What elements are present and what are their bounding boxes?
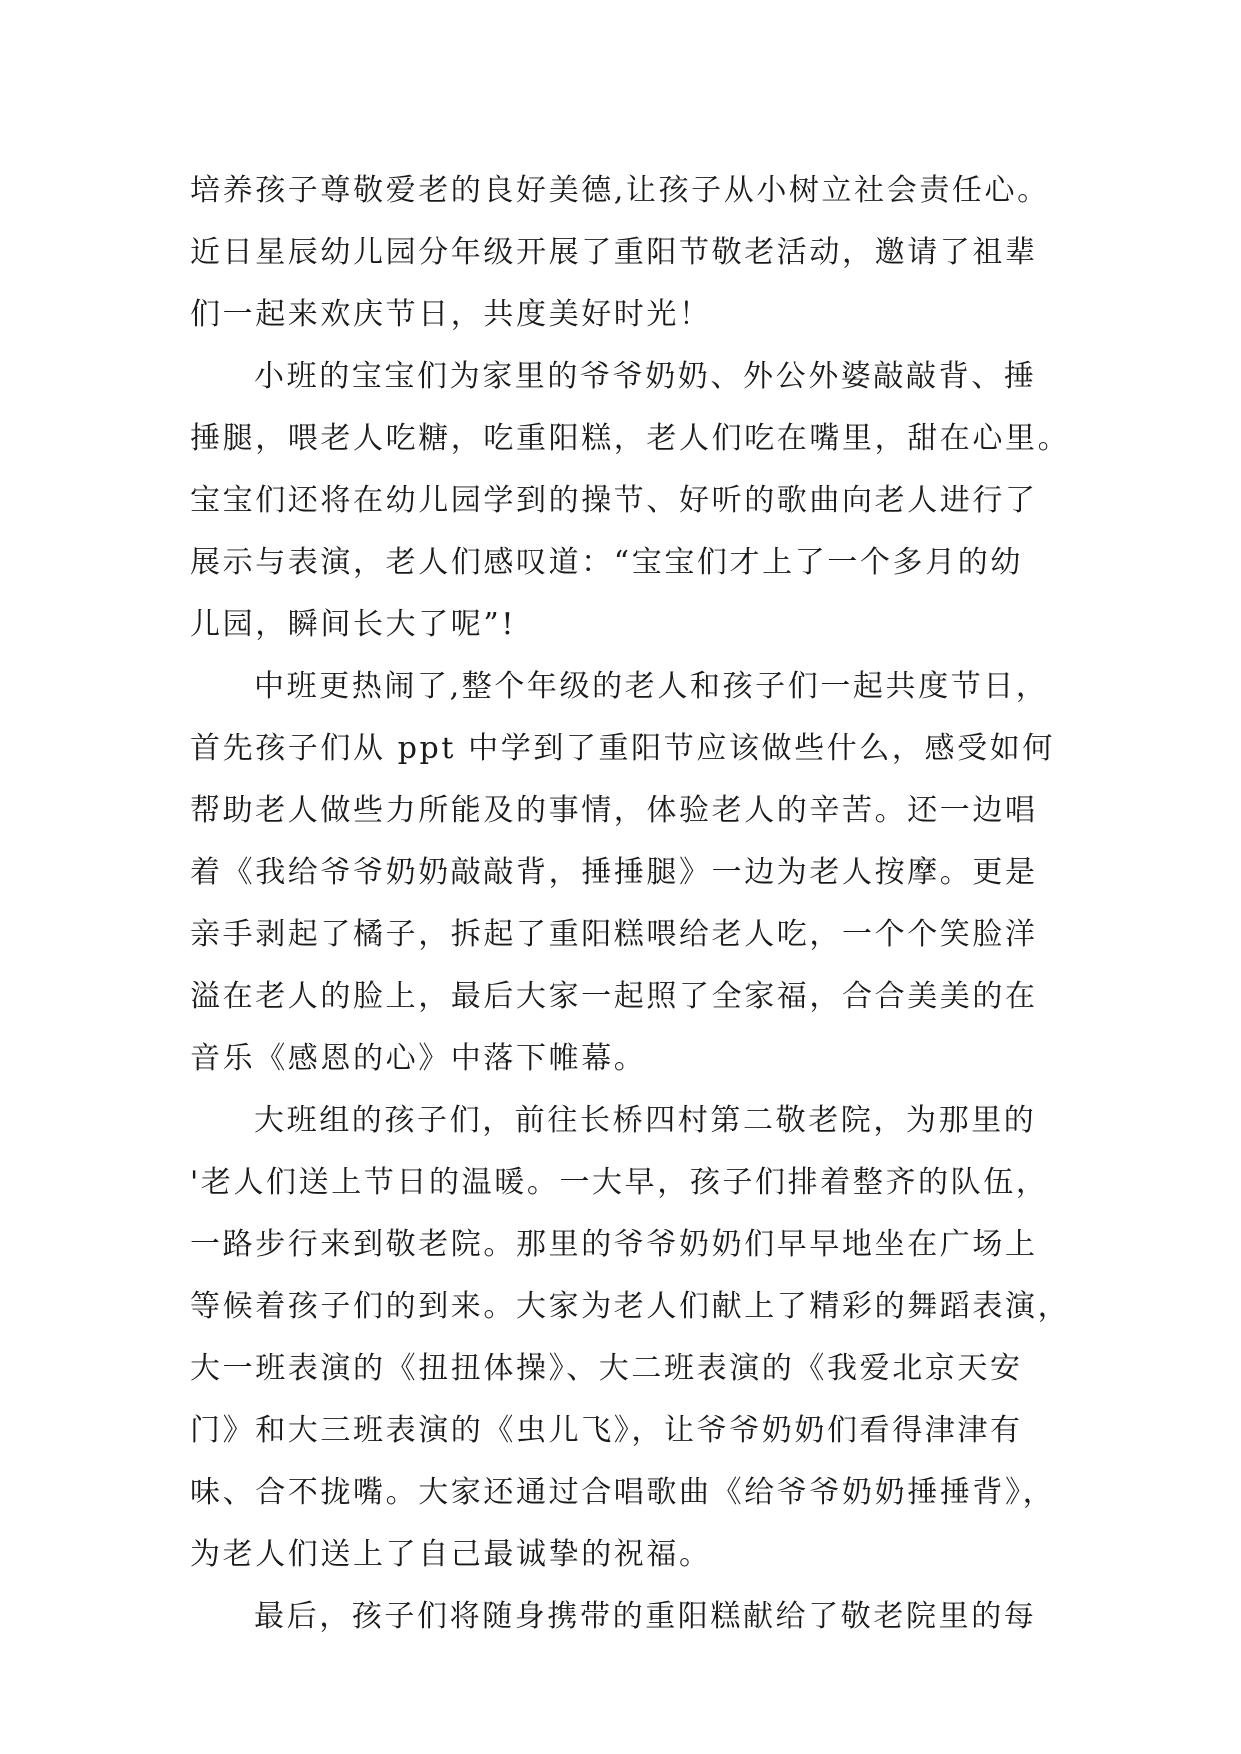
text-line: 音乐《感恩的心》中落下帷幕。 <box>190 1041 647 1076</box>
text-line: 帮助老人做些力所能及的事情，体验老人的辛苦。还一边唱 <box>190 793 1038 828</box>
text-line: 捶腿，喂老人吃糖，吃重阳糕，老人们吃在嘴里，甜在心里。 <box>190 421 1071 456</box>
text-line: 味、合不拢嘴。大家还通过合唱歌曲《给爷爷奶奶捶捶背》， <box>190 1475 1056 1510</box>
text-line: 宝宝们还将在幼儿园学到的操节、好听的歌曲向老人进行了 <box>190 483 1038 518</box>
text-line: 一路步行来到敬老院。那里的爷爷奶奶们早早地坐在广场上 <box>190 1227 1038 1262</box>
paragraph-closing <box>190 1586 1090 1648</box>
text-line: 亲手剥起了橘子，拆起了重阳糕喂给老人吃，一个个笑脸洋 <box>190 917 1038 952</box>
text-line: 培养孩子尊敬爱老的良好美德,让孩子从小树立社会责任心。 <box>190 173 1050 208</box>
text-line: 儿园，瞬间长大了呢”! <box>190 607 516 642</box>
paragraph-small-class <box>190 346 1090 656</box>
text-line: 近日星辰幼儿园分年级开展了重阳节敬老活动，邀请了祖辈 <box>190 235 1038 270</box>
text-line: 最后，孩子们将随身携带的重阳糕献给了敬老院里的每 <box>254 1599 1037 1634</box>
text-line: '老人们送上节日的温暖。一大早，孩子们排着整齐的队伍， <box>190 1165 1049 1200</box>
text-line: 门》和大三班表演的《虫儿飞》，让爷爷奶奶们看得津津有 <box>190 1413 1023 1448</box>
text-line: 中班更热闹了,整个年级的老人和孩子们一起共度节日， <box>254 669 1049 704</box>
text-line: 们一起来欢庆节日，共度美好时光！ <box>190 297 712 332</box>
paragraph-large-class <box>190 1090 1090 1586</box>
document-body <box>190 160 1090 1648</box>
text-line: 首先孩子们从 ppt 中学到了重阳节应该做些什么，感受如何 <box>190 731 1055 766</box>
text-line: 为老人们送上了自己最诚挚的祝福。 <box>190 1537 712 1572</box>
text-line: 等候着孩子们的到来。大家为老人们献上了精彩的舞蹈表演， <box>190 1289 1071 1324</box>
paragraph-middle-class <box>190 656 1090 1090</box>
text-line: 大一班表演的《扭扭体操》、大二班表演的《我爱北京天安 <box>190 1351 1023 1386</box>
text-line: 溢在老人的脸上，最后大家一起照了全家福，合合美美的在 <box>190 979 1038 1014</box>
text-line: 大班组的孩子们，前往长桥四村第二敬老院，为那里的 <box>254 1103 1037 1138</box>
text-line: 展示与表演，老人们感叹道：“宝宝们才上了一个多月的幼 <box>190 545 1023 580</box>
paragraph-intro <box>190 160 1090 346</box>
text-line: 小班的宝宝们为家里的爷爷奶奶、外公外婆敲敲背、捶 <box>254 359 1037 394</box>
text-line: 着《我给爷爷奶奶敲敲背，捶捶腿》一边为老人按摩。更是 <box>190 855 1038 890</box>
